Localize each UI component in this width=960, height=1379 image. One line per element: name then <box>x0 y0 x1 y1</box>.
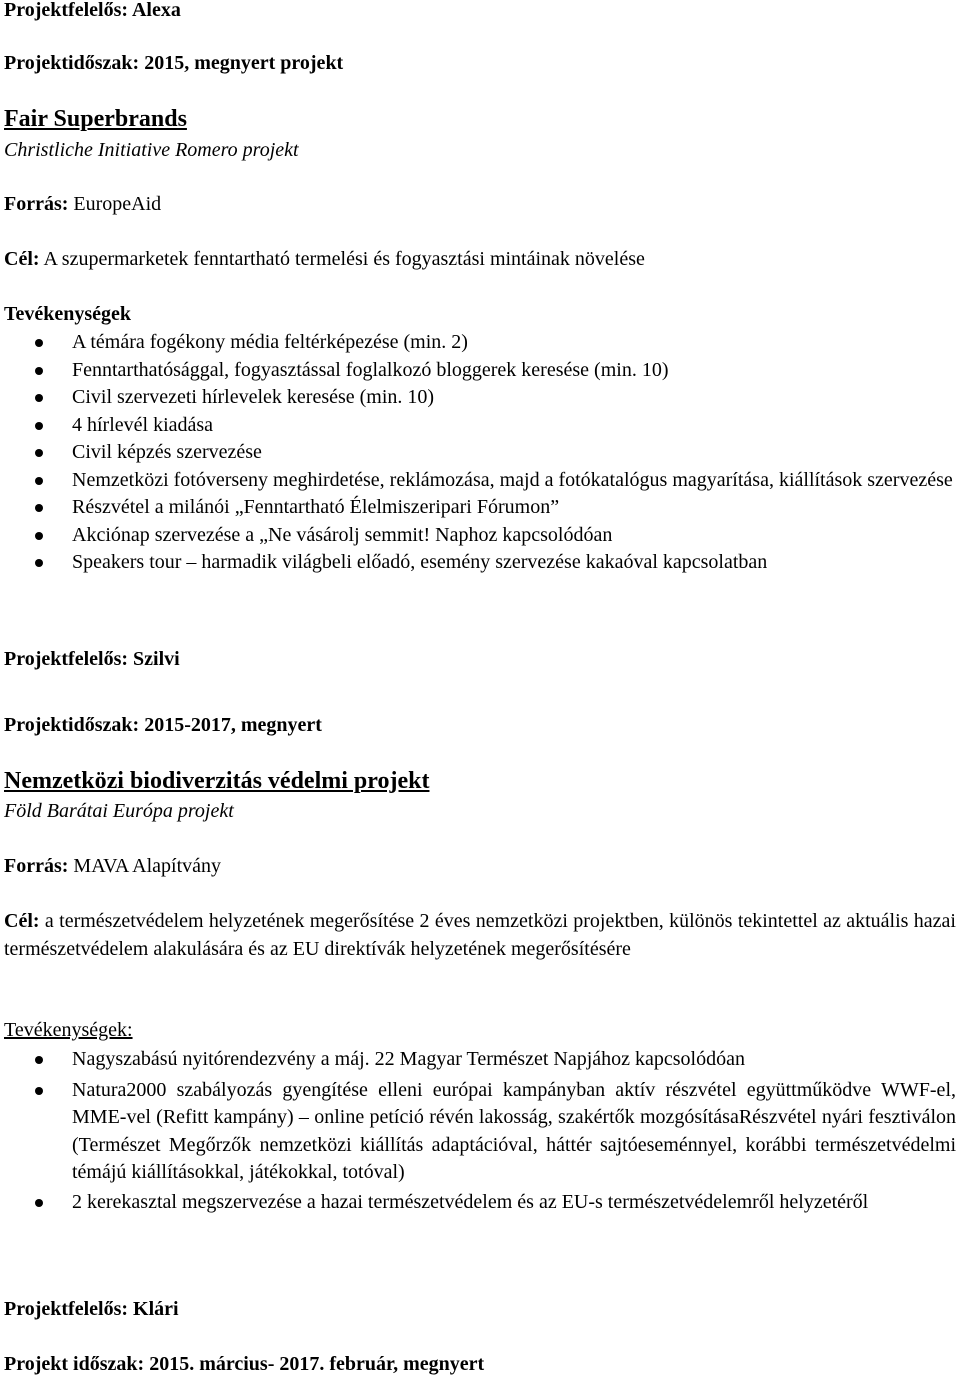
list-item: Civil szervezeti hírlevelek keresése (min. 10) <box>0 384 960 412</box>
project-title-fair-superbrands: Fair Superbrands <box>4 106 187 132</box>
list-item: Nemzetközi fotóverseny meghirdetése, reklámozása, majd a fotókatalógus magyarítása, kiállítások szervezése <box>0 467 960 495</box>
goal-line <box>4 246 645 274</box>
source-label: Forrás: <box>4 855 69 877</box>
period-line-2 <box>4 712 322 740</box>
period-label: Projektidőszak: <box>4 714 140 736</box>
period-line-3 <box>4 1351 484 1379</box>
responsible-line-klari <box>4 1296 179 1324</box>
period-label: Projektidőszak: <box>4 52 140 74</box>
responsible-name: Klári <box>133 1298 179 1320</box>
responsible-label: Projektfelelős: <box>4 648 129 670</box>
list-item: Részvétel a milánói „Fenntartható Élelmiszeripari Fórumon” <box>0 494 960 522</box>
list-item: 2 kerekasztal megszervezése a hazai természetvédelem és az EU-s természetvédelemről helyzetéről <box>0 1189 960 1217</box>
responsible-label: Projektfelelős: <box>4 1298 129 1320</box>
responsible-name: Szilvi <box>133 648 180 670</box>
responsible-line-szilvi <box>4 646 180 674</box>
period-value: 2015. március- 2017. február, megnyert <box>149 1353 485 1375</box>
source-label: Forrás: <box>4 193 69 215</box>
list-item: Nagyszabású nyitórendezvény a máj. 22 Magyar Természet Napjához kapcsolódóan <box>0 1046 960 1074</box>
source-line <box>4 853 221 881</box>
list-item: 4 hírlevél kiadása <box>0 412 960 440</box>
project-title-biodiversity: Nemzetközi biodiverzitás védelmi projekt <box>4 768 430 794</box>
period-label: Projekt időszak: <box>4 1353 145 1375</box>
activities-heading: Tevékenységek: <box>4 1019 133 1041</box>
project-subtitle: Christliche Initiative Romero projekt <box>4 139 299 161</box>
source-value: MAVA Alapítvány <box>73 855 222 877</box>
period-value: 2015, megnyert projekt <box>144 52 344 74</box>
list-item: Akciónap szervezése a „Ne vásárolj semmit! Naphoz kapcsolódóan <box>0 522 960 550</box>
list-item: Fenntarthatósággal, fogyasztással foglalkozó bloggerek keresése (min. 10) <box>0 357 960 385</box>
source-line <box>4 191 161 219</box>
goal-label: Cél: <box>4 248 40 270</box>
goal-label: Cél: <box>4 910 40 932</box>
project-subtitle: Föld Barátai Európa projekt <box>4 800 234 822</box>
goal-paragraph <box>4 908 956 963</box>
goal-value: a természetvédelem helyzetének megerősítése 2 éves nemzetközi projektben, különös tekintettel az aktuális hazai természetvédelem alakulására és az EU direktívák helyzetének megerősítésére <box>4 910 956 960</box>
source-value: EuropeAid <box>73 193 162 215</box>
list-item: Speakers tour – harmadik világbeli előadó, esemény szervezése kakaóval kapcsolatban <box>0 549 960 577</box>
list-item: Natura2000 szabályozás gyengítése elleni európai kampányban aktív részvétel együttműködve WWF-el, MME-vel (Refitt kampány) – online petíció révén lakosság, szakértők mozgósításaRészvétel nyári fesztiválon (Természet Megőrzők nemzetközi kiállítás adaptációval, háttér sajtóeseménnyel, korábbi természetvédelmi témájú kiállításokkal, játékokkal, totóval) <box>0 1077 960 1187</box>
responsible-name: Alexa <box>131 0 181 21</box>
responsible-label: Projektfelelős: <box>4 0 129 21</box>
activities-list-2 <box>0 1046 960 1216</box>
responsible-line-alexa <box>4 0 181 25</box>
list-item: A témára fogékony média feltérképezése (min. 2) <box>0 329 960 357</box>
activities-heading: Tevékenységek <box>4 303 132 325</box>
activities-list-1 <box>0 329 960 577</box>
period-line-1 <box>4 50 343 78</box>
goal-value: A szupermarketek fenntartható termelési és fogyasztási mintáinak növelése <box>43 248 645 270</box>
list-item: Civil képzés szervezése <box>0 439 960 467</box>
period-value: 2015-2017, megnyert <box>144 714 322 736</box>
